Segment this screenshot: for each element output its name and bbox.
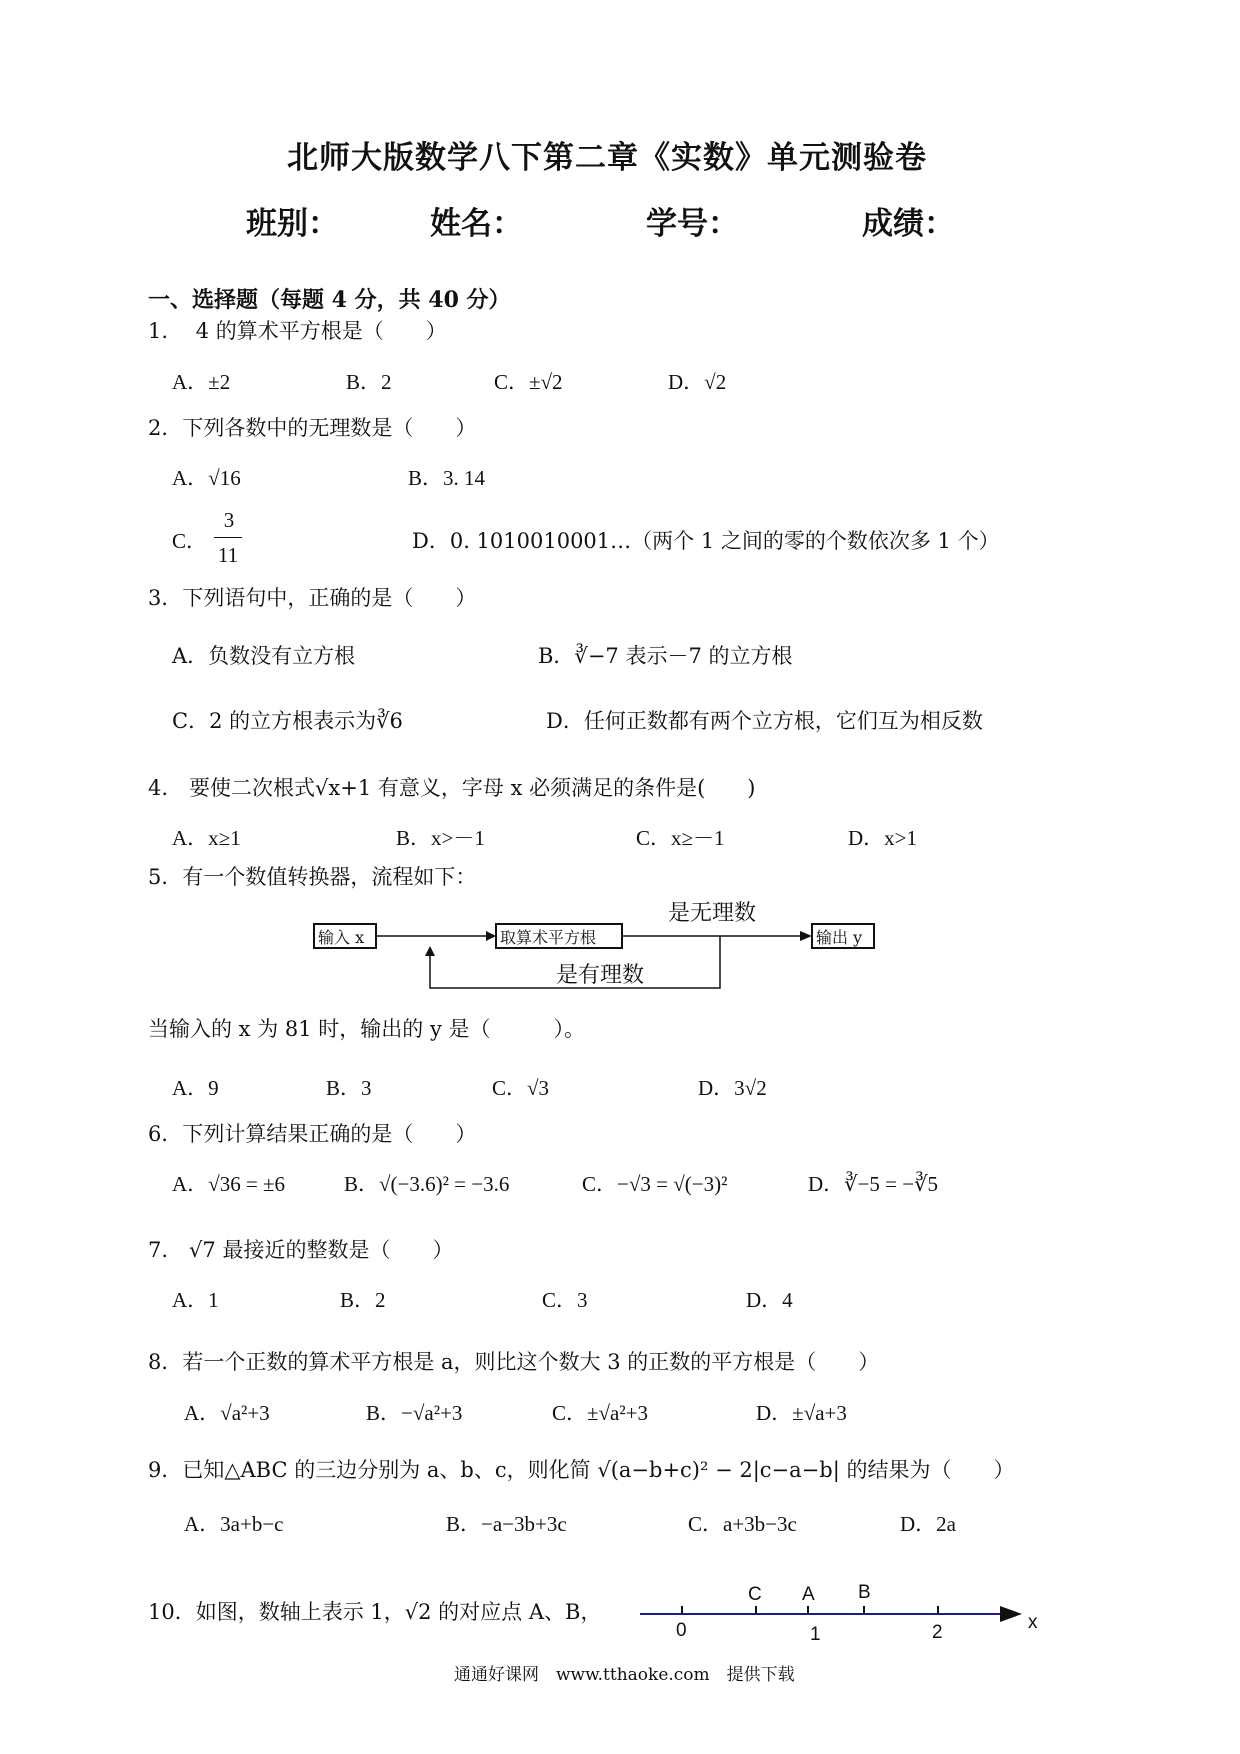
flow-output-label: 输出 y (816, 928, 863, 947)
q9-option-a: A．3a+b−c (184, 1512, 284, 1536)
question-6: 6．下列计算结果正确的是（ ） (148, 1122, 477, 1146)
q5-option-c: C．√3 (492, 1076, 550, 1100)
q1-option-a: A．±2 (172, 370, 231, 394)
question-5: 5．有一个数值转换器，流程如下： (148, 865, 477, 889)
q6-option-d: D．∛−5 = −∛5 (808, 1172, 938, 1196)
arrow-right-icon (800, 931, 812, 941)
flow-rational-label: 是有理数 (556, 963, 645, 988)
q2-fraction-numerator: 3 (223, 508, 235, 532)
tick-label-2: 2 (932, 1622, 943, 1643)
q2-option-d: D．0. 1010010001…（两个 1 之间的零的个数依次多 1 个） (412, 529, 1000, 553)
question-9: 9．已知△ABC 的三边分别为 a、b、c，则化简 √(a−b+c)² − 2|c−a−b| 的结果为（ ） (148, 1458, 1015, 1482)
arrow-right-icon (1000, 1606, 1022, 1622)
q4-option-a: A．x≥1 (172, 826, 241, 850)
arrow-right-icon (486, 931, 496, 941)
question-10: 10．如图，数轴上表示 1，√2 的对应点 A、B， (148, 1600, 602, 1624)
q7-option-b: B．2 (340, 1288, 386, 1312)
q1-option-d: D．√2 (668, 370, 727, 394)
q9-option-c: C．a+3b−3c (688, 1512, 797, 1536)
q2-option-a: A．√16 (172, 466, 241, 490)
question-4: 4. 要使二次根式√x+1 有意义，字母 x 必须满足的条件是( ) (148, 776, 756, 800)
q4-option-c: C．x≥－1 (636, 826, 725, 850)
fraction-bar (214, 537, 242, 538)
page-title: 北师大版数学八下第二章《实数》单元测验卷 (287, 140, 927, 176)
q2-fraction-denominator: 11 (217, 543, 239, 567)
q9-option-d: D．2a (900, 1512, 956, 1536)
q8-option-a: A．√a²+3 (184, 1401, 270, 1425)
q7-option-d: D．4 (746, 1288, 793, 1312)
q5-option-a: A．9 (172, 1076, 219, 1100)
student-number-label: 学号： (646, 206, 739, 242)
q2-option-b: B．3. 14 (408, 466, 486, 490)
question-2: 2．下列各数中的无理数是（ ） (148, 416, 477, 440)
q4-option-d: D．x>1 (848, 826, 918, 850)
q7-option-c: C．3 (542, 1288, 588, 1312)
q8-option-b: B．−√a²+3 (366, 1401, 463, 1425)
q5-question: 当输入的 x 为 81 时，输出的 y 是（ ）。 (148, 1017, 585, 1041)
class-field-label: 班别： (246, 206, 339, 242)
tick-label-0: 0 (676, 1620, 687, 1641)
tick-label-1: 1 (810, 1624, 821, 1645)
q2-option-c-label: C． (172, 529, 208, 553)
point-b-label: B (858, 1582, 871, 1603)
q9-option-b: B．−a−3b+3c (446, 1512, 567, 1536)
section-heading: 一、选择题（每题 4 分，共 40 分） (148, 287, 511, 313)
q1-option-b: B．2 (346, 370, 392, 394)
question-8: 8．若一个正数的算术平方根是 a，则比这个数大 3 的正数的平方根是（ ） (148, 1350, 880, 1374)
question-7: 7. √7 最接近的整数是（ ） (148, 1238, 454, 1262)
q8-option-d: D．±√a+3 (756, 1401, 847, 1425)
q4-option-b: B．x>－1 (396, 826, 485, 850)
q6-option-a: A．√36 = ±6 (172, 1172, 286, 1196)
number-line (640, 1580, 1060, 1640)
footer-credit: 通通好课网 www.tthaoke.com 提供下载 (454, 1665, 795, 1685)
q3-option-c: C．2 的立方根表示为∛6 (172, 709, 403, 733)
point-a-label: A (802, 1584, 815, 1605)
q6-option-c: C．−√3 = √(−3)² (582, 1172, 728, 1196)
q3-option-a: A．负数没有立方根 (172, 644, 356, 668)
q7-option-a: A．1 (172, 1288, 219, 1312)
q8-option-c: C．±√a²+3 (552, 1401, 649, 1425)
flow-irrational-label: 是无理数 (668, 901, 757, 926)
question-3: 3．下列语句中，正确的是（ ） (148, 586, 477, 610)
question-1: 1. 4 的算术平方根是（ ） (148, 319, 447, 343)
point-c-label: C (748, 1584, 762, 1605)
flow-input-label: 输入 x (318, 928, 365, 947)
q5-option-b: B．3 (326, 1076, 372, 1100)
name-field-label: 姓名： (430, 206, 523, 242)
q6-option-b: B．√(−3.6)² = −3.6 (344, 1172, 510, 1196)
q3-option-b: B．∛−7 表示－7 的立方根 (538, 644, 793, 668)
q3-option-d: D．任何正数都有两个立方根，它们互为相反数 (546, 709, 983, 733)
flow-process-label: 取算术平方根 (500, 928, 597, 947)
score-label: 成绩： (862, 206, 955, 242)
q5-option-d: D．3√2 (698, 1076, 767, 1100)
axis-x-label: x (1028, 1612, 1038, 1633)
arrow-up-icon (425, 946, 435, 956)
q1-option-c: C．±√2 (494, 370, 563, 394)
